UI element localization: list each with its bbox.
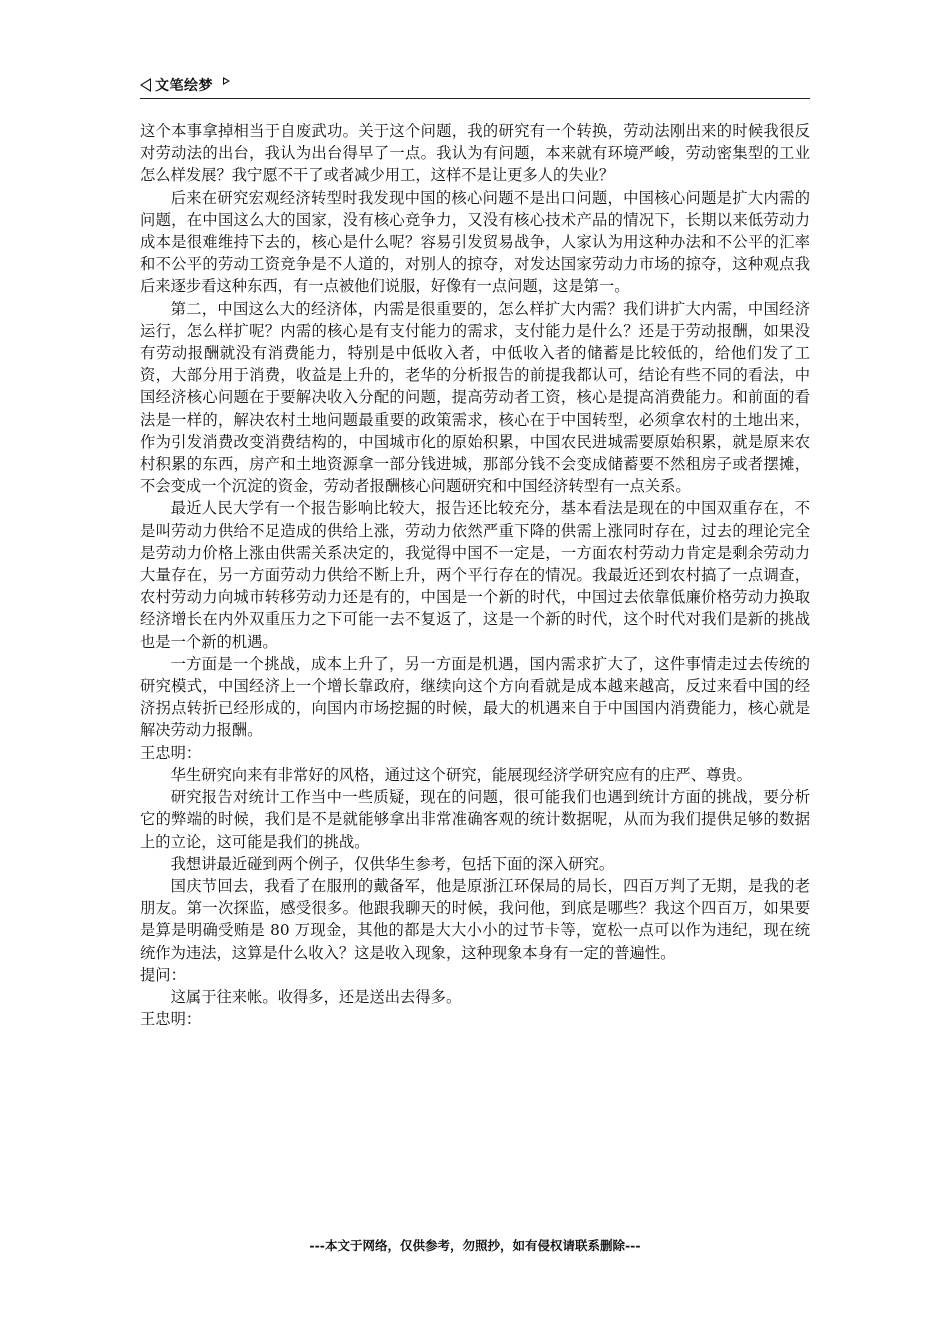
paragraph: 一方面是一个挑战，成本上升了，另一方面是机遇，国内需求扩大了，这件事情走过去传统的研究模式，中国经济上一个增长靠政府，继续向这个方向看就是成本越来越高，反过来看中国的经济拐点转折已经形成的，向国内市场挖掘的时候，最大的机遇来自于中国国内消费能力，核心就是解决劳动力报酬。: [140, 654, 810, 740]
paragraph: 研究报告对统计工作当中一些质疑，现在的问题，很可能我们也遇到统计方面的挑战，要分析它的弊端的时候，我们是不是就能够拿出非常准确客观的统计数据呢，从而为我们提供足够的数据上的立论，这可能是我们的挑战。: [140, 788, 810, 851]
paragraph: 这属于往来帐。收得多，还是送出去得多。: [170, 987, 462, 1006]
speaker-label: 王忠明：: [140, 1010, 202, 1029]
page-header: [140, 72, 810, 99]
paragraph: 第二，中国这么大的经济体，内需是很重要的，怎么样扩大内需？我们讲扩大内需，中国经济运行，怎么样扩呢？内需的核心是有支付能力的需求，支付能力是什么？还是于劳动报酬，如果没有劳动报酬就没有消费能力，特别是中低收入者，中低收入者的储蓄是比较低的，给他们发了工资，大部分用于消费，收益是上升的，老华的分析报告的前提我都认可，结论有些不同的看法，中国经济核心问题在于要解决收入分配的问题，提高劳动者工资，核心是提高消费能力。和前面的看法是一样的，解决农村土地问题最重要的政策需求，核心在于中国转型，必须拿农村的土地出来，作为引发消费改变消费结构的，中国城市化的原始积累，中国农民进城需要原始积累，就是原来农村积累的东西，房产和土地资源拿一部分钱进城，那部分钱不会变成储蓄要不然租房子或者摆摊，不会变成一个沉淀的资金，劳动者报酬核心问题研究和中国经济转型有一点关系。: [140, 299, 810, 496]
paragraph: 国庆节回去，我看了在服刑的戴备军，他是原浙江环保局的局长，四百万判了无期，是我的老朋友。第一次探监，感受很多。他跟我聊天的时候，我问他，到底是哪些？我这个四百万，如果要是算是明确受贿是 80 万现金，其他的都是大大小小的过节卡等，宽松一点可以作为违纪，现在统统作为违法，这算是什么收入？这是收入现象，这种现象本身有一定的普遍性。: [140, 876, 810, 962]
paragraph: 最近人民大学有一个报告影响比较大，报告还比较充分，基本看法是现在的中国双重存在，不是叫劳动力供给不足造成的供给上涨，劳动力依然严重下降的供需上涨同时存在，过去的理论完全是劳动力价格上涨由供需关系决定的，我觉得中国不一定是，一方面农村劳动力肯定是剩余劳动力大量存在，另一方面劳动力供给不断上升，两个平行存在的情况。我最近还到农村搞了一点调查，农村劳动力向城市转移劳动力还是有的，中国是一个新的时代，中国过去依靠低廉价格劳动力换取经济增长在内外双重压力之下可能一去不复返了，这是一个新的时代，这个时代对我们是新的挑战也是一个新的机遇。: [140, 499, 810, 651]
paragraph: 我想讲最近碰到两个例子，仅供华生参考，包括下面的深入研究。: [170, 854, 615, 873]
paragraph: 华生研究向来有非常好的风格，通过这个研究，能展现经济学研究应有的庄严、尊贵。: [170, 765, 752, 784]
document-body: [140, 120, 810, 1030]
paragraph: 这个本事拿掉相当于自废武功。关于这个问题，我的研究有一个转换，劳动法刚出来的时候我很反对劳动法的出台，我认为出台得早了一点。我认为有问题，本来就有环境严峻，劳动密集型的工业怎么样发展？我宁愿不干了或者减少用工，这样不是让更多人的失业？: [140, 122, 810, 185]
footer-notice: ---本文于网络，仅供参考，勿照抄，如有侵权请联系删除---: [309, 1238, 641, 1253]
header-brand: 文笔绘梦: [155, 78, 213, 94]
triangle-left-icon: [140, 78, 151, 92]
paragraph: 后来在研究宏观经济转型时我发现中国的核心问题不是出口问题，中国核心问题是扩大内需的问题，在中国这么大的国家，没有核心竞争力，又没有核心技术产品的情况下，长期以来低劳动力成本是很难维持下去的，核心是什么呢？容易引发贸易战争，人家认为用这种办法和不公平的汇率和不公平的劳动工资竞争是不人道的，对别人的掠夺，对发达国家劳动力市场的掠夺，这种观点我后来逐步看这种东西，有一点被他们说服，好像有一点问题，这是第一。: [140, 188, 810, 296]
speaker-label: 提问：: [140, 965, 186, 984]
triangle-right-icon: [223, 77, 230, 85]
speaker-label: 王忠明：: [140, 743, 202, 762]
